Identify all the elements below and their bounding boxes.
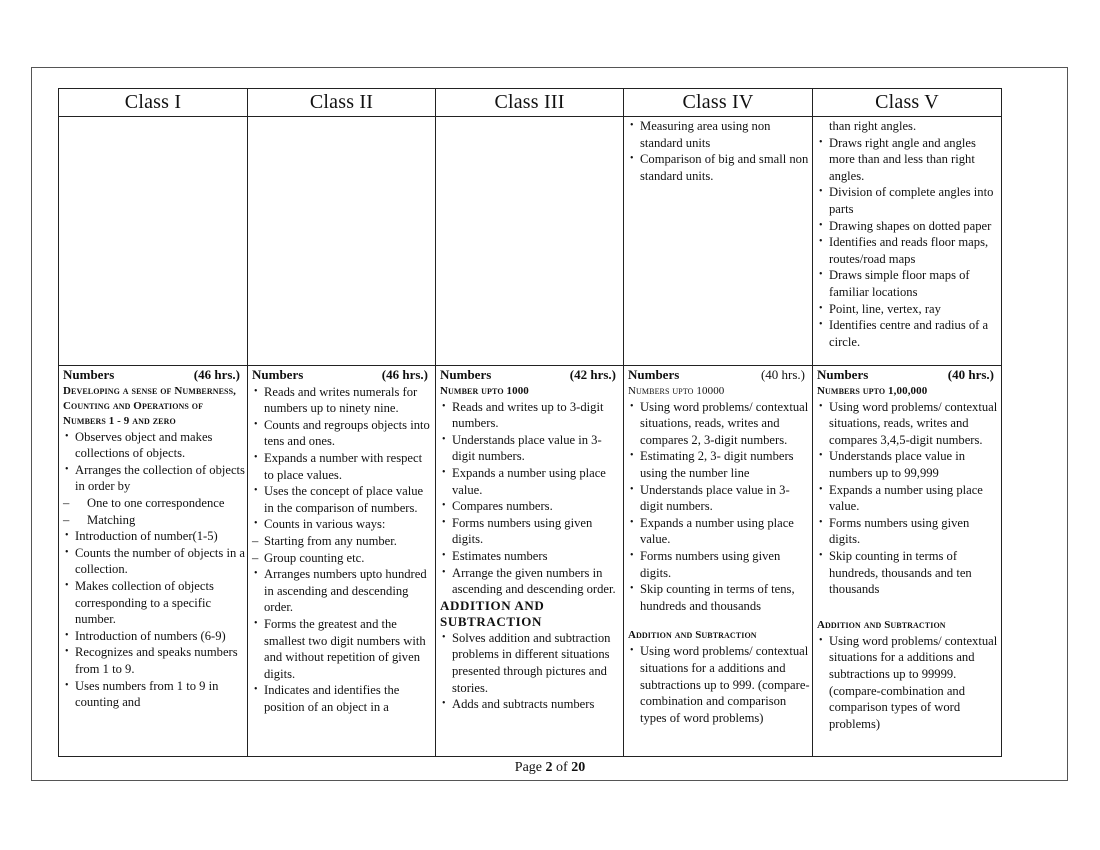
cell-class-2-numbers [248, 366, 436, 757]
sub-list-item: – One to one correspondence [63, 495, 246, 512]
unit-heading [817, 367, 1000, 384]
list-item: • Forms numbers using given digits. [817, 515, 1000, 548]
cell-class-1-numbers [59, 366, 248, 757]
sub-list-item: – Starting from any number. [252, 533, 434, 550]
unit-hours: (40 hrs.) [760, 367, 805, 382]
header-row [59, 89, 1002, 117]
list-item: • Uses the concept of place value in the comparison of numbers. [252, 483, 434, 516]
list-item: • Using word problems/ contextual situations, reads, writes and compares 2, 3-digit numbers. [628, 399, 811, 449]
list-item: • Using word problems/ contextual situations for a additions and subtractions up to 99999. (compare-combination and comparison types of word problems) [817, 633, 1000, 733]
header-class-1: Class I [59, 89, 248, 117]
list-item: • Estimates numbers [440, 548, 622, 565]
list-item: • Estimating 2, 3- digit numbers using the number line [628, 448, 811, 481]
list-item: • Forms the greatest and the smallest two digit numbers with and without repetition of given digits. [252, 616, 434, 682]
list-item: • Expands a number using place value. [440, 465, 622, 498]
list-item: • Reads and writes numerals for numbers up to ninety nine. [252, 384, 434, 417]
list-item: • Arrange the given numbers in ascending and descending order. [440, 565, 622, 598]
header-class-4: Class IV [624, 89, 813, 117]
unit-title: Numbers [817, 367, 869, 382]
list-item: • Uses numbers from 1 to 9 in counting and [63, 678, 246, 711]
list-item: • Adds and subtracts numbers [440, 696, 622, 713]
unit-heading [63, 367, 246, 384]
list-item: • Drawing shapes on dotted paper [817, 218, 1000, 235]
list-item: • Forms numbers using given digits. [440, 515, 622, 548]
list-item: • Arranges numbers upto hundred in ascending and descending order. [252, 566, 434, 616]
list-item: • Identifies centre and radius of a circle. [817, 317, 1000, 350]
list-item: • Reads and writes up to 3-digit numbers. [440, 399, 622, 432]
section-heading: Developing a sense of Numberness, Counting and Operations of Numbers 1 - 9 and zero [63, 384, 236, 427]
cell-class-5-geometry [813, 117, 1002, 366]
list-item: • Counts and regroups objects into tens and ones. [252, 417, 434, 450]
spacer [628, 614, 811, 628]
list-item: • Introduction of number(1-5) [63, 528, 246, 545]
numbers-row [59, 366, 1002, 757]
header-class-2: Class II [248, 89, 436, 117]
sub-list-item: – Group counting etc. [252, 550, 434, 567]
cell-class-3-numbers [436, 366, 624, 757]
list-item: • Compares numbers. [440, 498, 622, 515]
unit-hours: (46 hrs.) [381, 367, 428, 382]
list-item: • Draws right angle and angles more than and less than right angles. [817, 135, 1000, 185]
section-heading: Numbers upto 1,00,000 [817, 384, 928, 397]
section-heading: Numbers upto 10000 [628, 384, 725, 397]
list-item: • Understands place value in 3-digit numbers. [628, 482, 811, 515]
list-item: • Identifies and reads floor maps, routes/road maps [817, 234, 1000, 267]
section-heading: ADDITION AND SUBTRACTION [440, 597, 545, 629]
list-item: • Skip counting in terms of hundreds, thousands and ten thousands [817, 548, 1000, 598]
list-item: • Counts in various ways: [252, 516, 434, 533]
current-page: 2 [545, 760, 553, 775]
unit-heading [628, 367, 811, 384]
cell-class-3-geometry [436, 117, 624, 366]
list-item: • Observes object and makes collections of objects. [63, 429, 246, 462]
list-item: • Solves addition and subtraction problems in different situations presented through pictures and stories. [440, 630, 622, 696]
list-item: • Expands a number using place value. [817, 482, 1000, 515]
cell-class-4-numbers [624, 366, 813, 757]
list-item: • Arranges the collection of objects in order by [63, 462, 246, 495]
list-item: • Counts the number of objects in a collection. [63, 545, 246, 578]
unit-hours: (42 hrs.) [569, 367, 616, 382]
list-item: • Forms numbers using given digits. [628, 548, 811, 581]
list-item: • Recognizes and speaks numbers from 1 to 9. [63, 644, 246, 677]
list-item: • Skip counting in terms of tens, hundreds and thousands [628, 581, 811, 614]
list-item: • Introduction of numbers (6-9) [63, 628, 246, 645]
list-item: • Indicates and identifies the position of an object in a [252, 682, 434, 715]
list-item: • Division of complete angles into parts [817, 184, 1000, 217]
list-item: • Draws simple floor maps of familiar locations [817, 267, 1000, 300]
list-item: • Measuring area using non standard units [628, 118, 811, 151]
cell-class-2-geometry [248, 117, 436, 366]
unit-hours: (40 hrs.) [947, 367, 994, 382]
unit-heading [252, 367, 434, 384]
list-item: • Understands place value in 3-digit numbers. [440, 432, 622, 465]
list-item: • Makes collection of objects corresponding to a specific number. [63, 578, 246, 628]
geometry-row [59, 117, 1002, 366]
list-item: • Understands place value in numbers up to 99,999 [817, 448, 1000, 481]
list-item-continued: than right angles. [829, 119, 917, 133]
unit-hours: (46 hrs.) [193, 367, 240, 382]
header-class-3: Class III [436, 89, 624, 117]
cell-class-1-geometry [59, 117, 248, 366]
list-item: • Expands a number using place value. [628, 515, 811, 548]
list-item: • Point, line, vertex, ray [817, 301, 1000, 318]
total-pages: 20 [571, 760, 586, 775]
section-heading: Addition and Subtraction [817, 618, 946, 631]
page-of: of [556, 760, 568, 775]
spacer [817, 598, 1000, 618]
list-item: • Comparison of big and small non standard units. [628, 151, 811, 184]
section-heading: Number upto 1000 [440, 384, 529, 397]
sub-list-item: – Matching [63, 512, 246, 529]
unit-title: Numbers [440, 367, 492, 382]
curriculum-table [58, 88, 1002, 757]
unit-title: Numbers [63, 367, 115, 382]
header-class-5: Class V [813, 89, 1002, 117]
unit-title: Numbers [628, 367, 680, 382]
page-label: Page [514, 760, 543, 775]
unit-title: Numbers [252, 367, 304, 382]
unit-heading [440, 367, 622, 384]
page-number [0, 760, 1100, 776]
list-item: • Expands a number with respect to place values. [252, 450, 434, 483]
cell-class-4-geometry [624, 117, 813, 366]
list-item: • Using word problems/ contextual situations for a additions and subtractions up to 999. (compare-combination and comparison types of word problems) [628, 643, 811, 726]
list-item: • Using word problems/ contextual situations, reads, writes and compares 3,4,5-digit numbers. [817, 399, 1000, 449]
section-heading: Addition and Subtraction [628, 629, 757, 642]
cell-class-5-numbers [813, 366, 1002, 757]
